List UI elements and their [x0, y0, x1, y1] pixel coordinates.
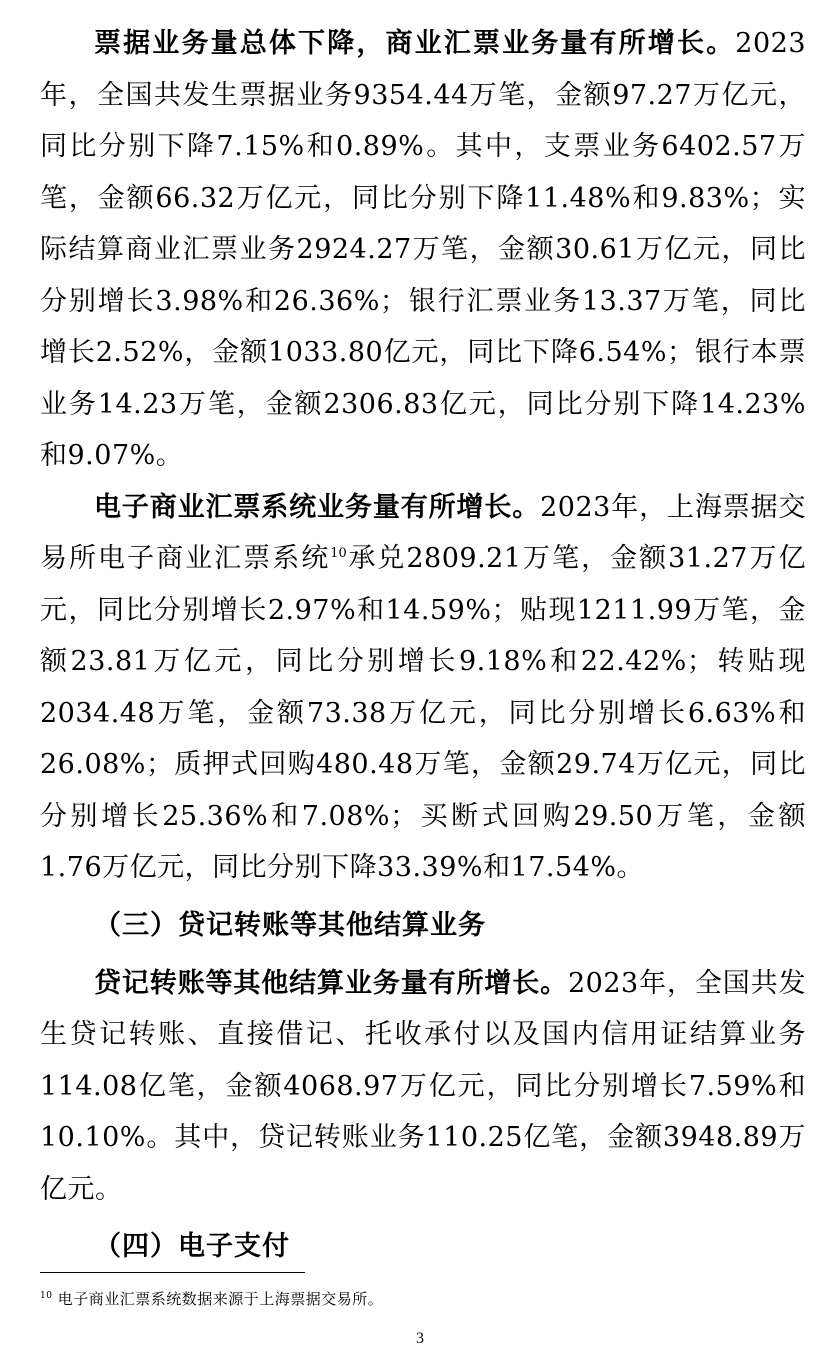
document-body	[40, 18, 806, 1279]
footnote	[40, 1290, 383, 1308]
paragraph-lead: 票据业务量总体下降，商业汇票业务量有所增长。	[94, 28, 736, 59]
paragraph-text: 2023年，全国共发生票据业务9354.44万笔，金额97.27万亿元，同比分别下降7.15%和0.89%。其中，支票业务6402.57万笔，金额66.32万亿元，同比分别下降11.48%和9.83%；实际结算商业汇票业务2924.27万笔，金额30.61万亿元，同比分别增长3.98%和26.36%；银行汇票业务13.37万笔，同比增长2.52%，金额1033.80亿元，同比下降6.54%；银行本票业务14.23万笔，金额2306.83亿元，同比分别下降14.23%和9.07%。	[40, 28, 806, 471]
paragraph-lead: 电子商业汇票系统业务量有所增长。	[94, 491, 541, 523]
footnote-reference[interactable]: 10	[330, 546, 347, 561]
page-number: 3	[416, 1330, 424, 1347]
paragraph-credit-transfer	[40, 958, 806, 1216]
paragraph-bill-business	[40, 18, 806, 482]
footnote-text: 电子商业汇票系统数据来源于上海票据交易所。	[57, 1290, 384, 1308]
footnote-number: 10	[40, 1291, 53, 1301]
section-heading-credit-transfer: （三）贷记转账等其他结算业务	[94, 909, 486, 941]
footnote-divider	[40, 1272, 305, 1273]
paragraph-text: 2023年，全国共发生贷记转账、直接借记、托收承付以及国内信用证结算业务114.08亿笔，金额4068.97万亿元，同比分别增长7.59%和10.10%。其中，贷记转账业务110.25亿笔，金额3948.89万亿元。	[40, 967, 807, 1205]
paragraph-lead: 贷记转账等其他结算业务量有所增长。	[94, 967, 568, 999]
section-heading-electronic-payment: （四）电子支付	[94, 1231, 290, 1262]
paragraph-text: 承兑2809.21万笔，金额31.27万亿元，同比分别增长2.97%和14.59%；贴现1211.99万笔，金额23.81万亿元，同比分别增长9.18%和22.42%；转贴现2034.48万笔，金额73.38万亿元，同比分别增长6.63%和26.08%；质押式回购480.48万笔，金额29.74万亿元，同比分别增长25.36%和7.08%；买断式回购29.50万笔，金额1.76万亿元，同比分别下降33.39%和17.54%。	[40, 543, 807, 883]
paragraph-ecds-business	[40, 482, 806, 894]
paragraph-text: 2023年，上海票据交易所电子商业汇票系统	[40, 491, 806, 574]
